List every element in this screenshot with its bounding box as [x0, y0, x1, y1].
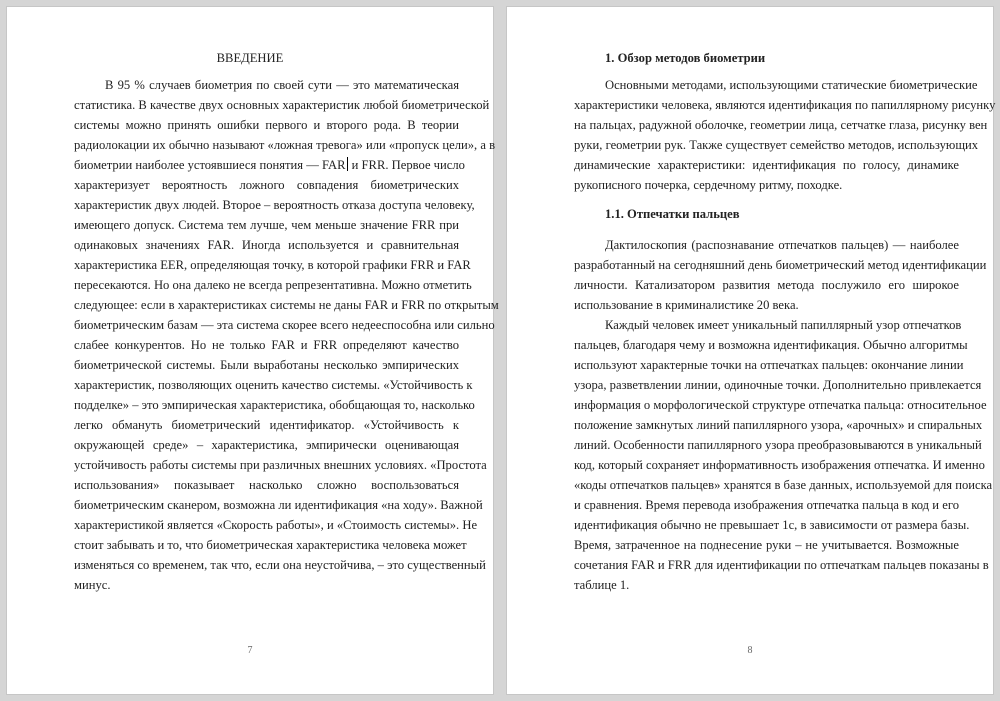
paragraph-line: Каждый человек имеет уникальный папиллярный узор отпечатков — [605, 318, 962, 332]
paragraph-line: Дактилоскопия (распознавание отпечатков пальцев) — наиболее — [605, 238, 959, 252]
paragraph-line: идентификация обычно не превышает 1с, в зависимости от размера базы. — [574, 518, 970, 532]
paragraph-line: стоит забывать и то, что биометрическая характеристика человека может — [74, 538, 467, 552]
paragraph-line: имеющего допуск. Система тем лучше, чем меньше значение FRR при — [74, 218, 459, 232]
paragraph-line: системы можно принять ошибки первого и второго рода. В теории — [74, 118, 459, 132]
paragraph-line: следующее: если в характеристиках системы не даны FAR и FRR по открытым — [74, 298, 499, 312]
paragraph-line: слабее конкурентов. Но не только FAR и FRR определяют качество — [74, 338, 459, 352]
paragraph-line: код, который сохраняет информативность изображения отпечатка. И именно — [574, 458, 985, 472]
paragraph-line: характеристикой является «Скорость работы», и «Стоимость системы». Не — [74, 518, 478, 532]
paragraph-line: разработанный на сегодняшний день биометрический метод идентификации — [574, 258, 987, 272]
paragraph-line: пересекаются. Но она далеко не всегда репрезентативна. Можно отметить — [74, 278, 472, 292]
paragraph-line: таблице 1. — [574, 578, 630, 592]
document-page-8[interactable] — [506, 6, 994, 695]
paragraph-line: личности. Катализатором развития метода послужило его широкое — [574, 278, 959, 292]
paragraph-line: использование в криминалистике 20 века. — [574, 298, 799, 312]
paragraph-line: биометрическим сканером, возможна ли идентификация «на ходу». Важной — [74, 498, 483, 512]
paragraph-line: линий. Особенности папиллярного узора преобразовываются в уникальный — [574, 438, 982, 452]
paragraph-line: руки, геометрии рук. Также существует семейство методов, использующих — [574, 138, 979, 152]
paragraph-line: Время, затраченное на поднесение руки – не учитывается. Возможные — [574, 538, 959, 552]
paragraph-line: положение замкнутых линий папиллярного узора, «арочных» и спиральных — [574, 418, 983, 432]
paragraph-line: статистика. В качестве двух основных характеристик любой биометрической — [74, 98, 490, 112]
paragraph-line: изменяться со временем, так что, если она неустойчива, – это существенный — [74, 558, 486, 572]
paragraph-line: радиолокации их обычно называют «ложная тревога» или «пропуск цели», а в — [74, 138, 496, 152]
paragraph-line: устойчивость работы системы при различных внешних условиях. «Простота — [74, 458, 487, 472]
paragraph-line: легко обмануть биометрический идентификатор. «Устойчивость к — [74, 418, 459, 432]
paragraph-line: Основными методами, использующими статические биометрические — [605, 78, 978, 92]
paragraph-line: динамические характеристики: идентификация по голосу, динамике — [574, 158, 959, 172]
paragraph-line: характеристик, позволяющих оценить качество системы. «Устойчивость к — [74, 378, 473, 392]
paragraph-line: В 95 % случаев биометрия по своей сути — это математическая — [105, 78, 459, 92]
paragraph-line: использования» показывает насколько сложно воспользоваться — [74, 478, 459, 492]
text-cursor — [347, 157, 348, 171]
paragraph-line: используют характерные точки на отпечатках пальцев: окончание линии — [574, 358, 964, 372]
paragraph-line: одинаковых значениях FAR. Иногда используется и сравнительная — [74, 238, 459, 252]
paragraph-line: сочетания FAR и FRR для идентификации по отпечаткам пальцев показаны в — [574, 558, 989, 572]
paragraph-line: на пальцах, радужной оболочке, геометрии лица, сетчатке глаза, рисунку вен — [574, 118, 988, 132]
document-page-7[interactable] — [6, 6, 499, 695]
paragraph-line: минус. — [74, 578, 111, 592]
paragraph-line: характеристики человека, являются идентификация по папиллярному рисунку — [574, 98, 996, 112]
page-number: 7 — [247, 645, 253, 656]
paragraph-line: биометрической системы. Были выработаны несколько эмпирических — [74, 358, 459, 372]
paragraph-line: «коды отпечатков пальцев» хранятся в базе данных, используемой для поиска — [574, 478, 993, 492]
paragraph-line: биометрическим базам — эта система скорее всего недееспособна или сильно — [74, 318, 495, 332]
subsection-heading: 1.1. Отпечатки пальцев — [605, 207, 740, 221]
paragraph-line: характеристик двух людей. Второе – вероятность отказа доступа человеку, — [74, 198, 475, 212]
paragraph-line: узора, разветвлении линии, одиночные точки. Дополнительно привлекается — [574, 378, 982, 392]
paragraph-line: пальцев, благодаря чему и возможна идентификация. Обычно алгоритмы — [574, 338, 968, 352]
page-heading: ВВЕДЕНИЕ — [216, 51, 284, 65]
paragraph-line: информация о морфологической структуре отпечатка пальца: относительное — [574, 398, 987, 412]
paragraph-line: рукописного почерка, сердечному ритму, походке. — [574, 178, 843, 192]
paragraph-line: окружающей среде» – характеристика, эмпирически оценивающая — [74, 438, 459, 452]
page-number: 8 — [747, 645, 753, 656]
paragraph-line: подделке» – это эмпирическая характеристика, обобщающая то, насколько — [74, 398, 475, 412]
paragraph-line: характеристика EER, определяющая точку, в которой графики FRR и FAR — [74, 258, 471, 272]
section-heading: 1. Обзор методов биометрии — [605, 51, 766, 65]
paragraph-line: характеризует вероятность ложного совпадения биометрических — [74, 178, 459, 192]
paragraph-line: биометрии наиболее устоявшиеся понятия — FAR и FRR. Первое число — [74, 158, 465, 172]
paragraph-line: и сравнения. Время перевода изображения отпечатка пальца в код и его — [574, 498, 959, 512]
